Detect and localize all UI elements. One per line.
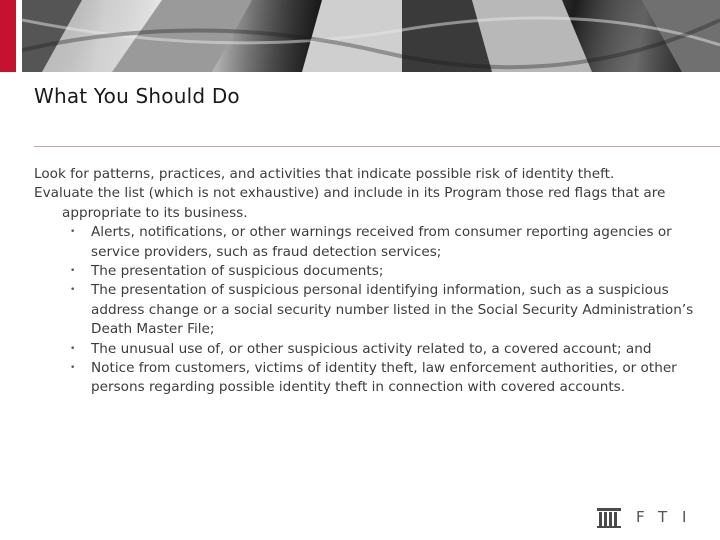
list-item — [34, 340, 694, 359]
list-item-text: Notice from customers, victims of identity theft, law enforcement authorities, or other persons regarding possible identity theft in connection with covered accounts. — [91, 360, 677, 396]
list-item — [34, 281, 694, 339]
bullet-icon: • — [70, 266, 76, 277]
bullet-icon: • — [70, 285, 76, 296]
logo-letter-t: T — [658, 508, 668, 526]
list-item-text: The presentation of suspicious personal identifying information, such as a suspicious address change or a social security number listed in the Social Security Administration’s Death Master File; — [91, 282, 694, 338]
paragraph-patterns: Look for patterns, practices, and activities that indicate possible risk of identity theft. — [34, 166, 615, 182]
fti-logo — [596, 504, 692, 530]
logo-letter-f: F — [636, 508, 645, 526]
slide-title: What You Should Do — [34, 84, 240, 108]
list-item-text: The unusual use of, or other suspicious activity related to, a covered account; and — [91, 340, 652, 357]
logo-letter-i: I — [682, 508, 687, 526]
list-item-text: Alerts, notifications, or other warnings received from consumer reporting agencies or service providers, such as fraud detection services; — [91, 224, 672, 260]
paragraph-evaluate: Evaluate the list (which is not exhaustive) and include in its Program those red flags that are appropriate to its business. — [34, 185, 666, 221]
red-flags-list — [34, 223, 694, 398]
title-divider — [34, 146, 720, 147]
header-photo — [22, 0, 720, 72]
bullet-icon: • — [70, 363, 76, 374]
building-icon — [596, 504, 622, 530]
accent-strip — [0, 0, 16, 72]
list-item — [34, 359, 694, 398]
bullet-icon: • — [70, 343, 76, 354]
bullet-icon: • — [70, 227, 76, 238]
slide-body — [34, 165, 694, 398]
list-item — [34, 223, 694, 262]
list-item-text: The presentation of suspicious documents; — [91, 263, 384, 280]
list-item — [34, 262, 694, 281]
